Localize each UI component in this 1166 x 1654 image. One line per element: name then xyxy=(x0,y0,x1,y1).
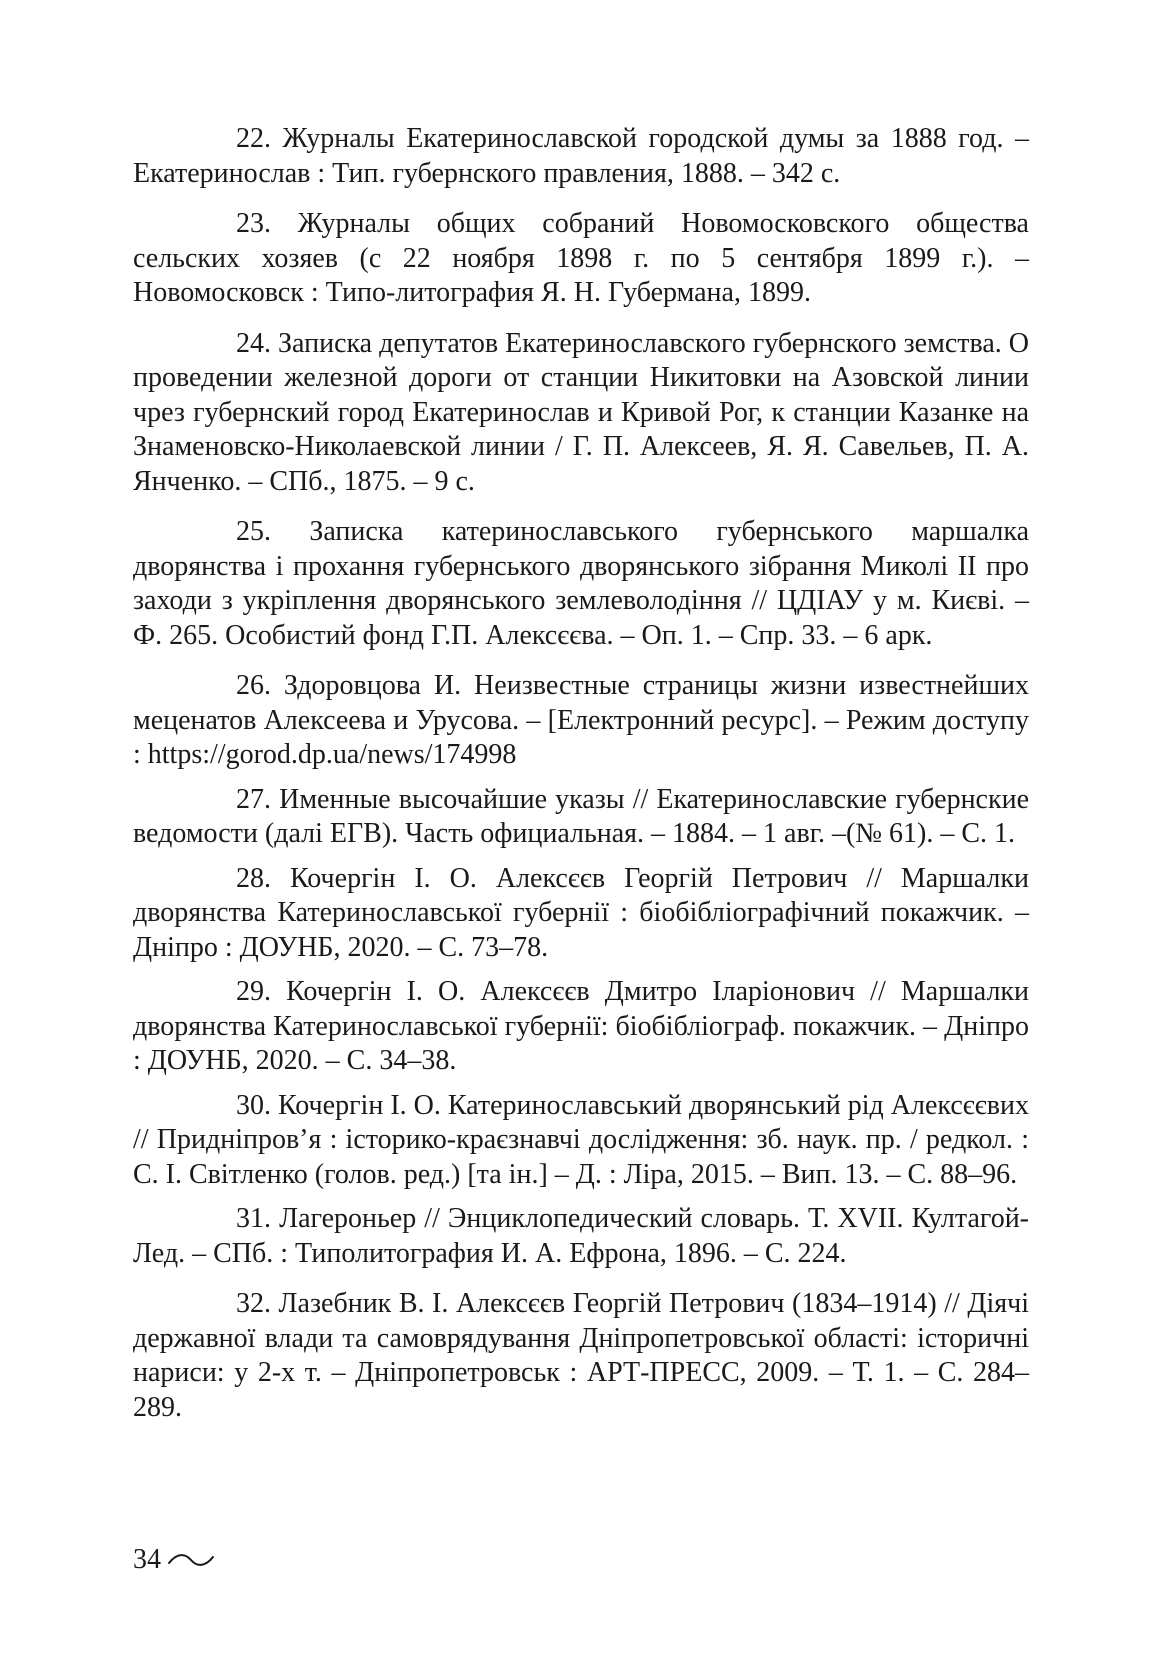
reference-entry-28: 28. Кочергін І. О. Алексєєв Георгій Петрович // Маршалки дворянства Катеринославської губернії : біобібліографічний покажчик. – Дніпро : ДОУНБ, 2020. – С. 73–78. xyxy=(133,862,1029,963)
reference-entry-30: 30. Кочергін І. О. Катеринославський дворянський рід Алексєєвих // Придніпров’я : історико-краєзнавчі дослідження: зб. наук. пр. / редкол. : С. І. Світленко (голов. ред.) [та ін.] – Д. : Ліра, 2015. – Вип. 13. – С. 88–96. xyxy=(133,1089,1029,1190)
tilde-ornament-icon xyxy=(167,1550,215,1570)
reference-entry-32: 32. Лазебник В. І. Алексєєв Георгій Петрович (1834–1914) // Діячі державної влади та самоврядування Дніпропетровської області: історичні нариси: у 2-х т. – Дніпропетровськ : АРТ-ПРЕСС, 2009. – Т. 1. – С. 284–289. xyxy=(133,1288,1029,1423)
reference-entry-23: 23. Журналы общих собраний Новомосковского общества сельских хозяев (с 22 ноября 1898 г. по 5 сентября 1899 г.). – Новомосковск : Типо-литография Я. Н. Губермана, 1899. xyxy=(133,208,1029,308)
page-footer xyxy=(133,1540,215,1580)
reference-entry-31: 31. Лагероньер // Энциклопедический словарь. Т. XVII. Култагой-Лед. – СПб. : Типолитография И. А. Ефрона, 1896. – С. 224. xyxy=(133,1203,1029,1269)
reference-entry-29: 29. Кочергін І. О. Алексєєв Дмитро Іларіонович // Маршалки дворянства Катеринославської губернії: біобібліограф. покажчик. – Дніпро : ДОУНБ, 2020. – С. 34–38. xyxy=(133,976,1029,1076)
reference-entry-26: 26. Здоровцова И. Неизвестные страницы жизни известнейших меценатов Алексеева и Урусова. – [Електронний ресурс]. – Режим доступу : https://gorod.dp.ua/news/174998 xyxy=(133,670,1029,770)
reference-list xyxy=(133,122,1029,1441)
reference-entry-27: 27. Именные высочайшие указы // Екатеринославские губернские ведомости (далі ЕГВ). Часть официальная. – 1884. – 1 авг. –(№ 61). – С. 1. xyxy=(133,783,1029,849)
reference-entry-22: 22. Журналы Екатеринославской городской думы за 1888 год. – Екатеринослав : Тип. губернского правления, 1888. – 342 с. xyxy=(133,123,1029,189)
page-number: 34 xyxy=(133,1544,161,1575)
reference-entry-25: 25. Записка катеринославського губернського маршалка дворянства і прохання губернського дворянського зібрання Миколі ІІ про заходи з укріплення дворянського землеволодіння // ЦДІАУ у м. Києві. – Ф. 265. Особистий фонд Г.П. Алексєєва. – Оп. 1. – Спр. 33. – 6 арк. xyxy=(133,516,1029,651)
reference-entry-24: 24. Записка депутатов Екатеринославского губернского земства. О проведении железной дороги от станции Никитовки на Азовской линии чрез губернский город Екатеринослав и Кривой Рог, к станции Казанке на Знаменовско-Николаевской линии / Г. П. Алексеев, Я. Я. Савельев, П. А. Янченко. – СПб., 1875. – 9 с. xyxy=(133,327,1029,497)
